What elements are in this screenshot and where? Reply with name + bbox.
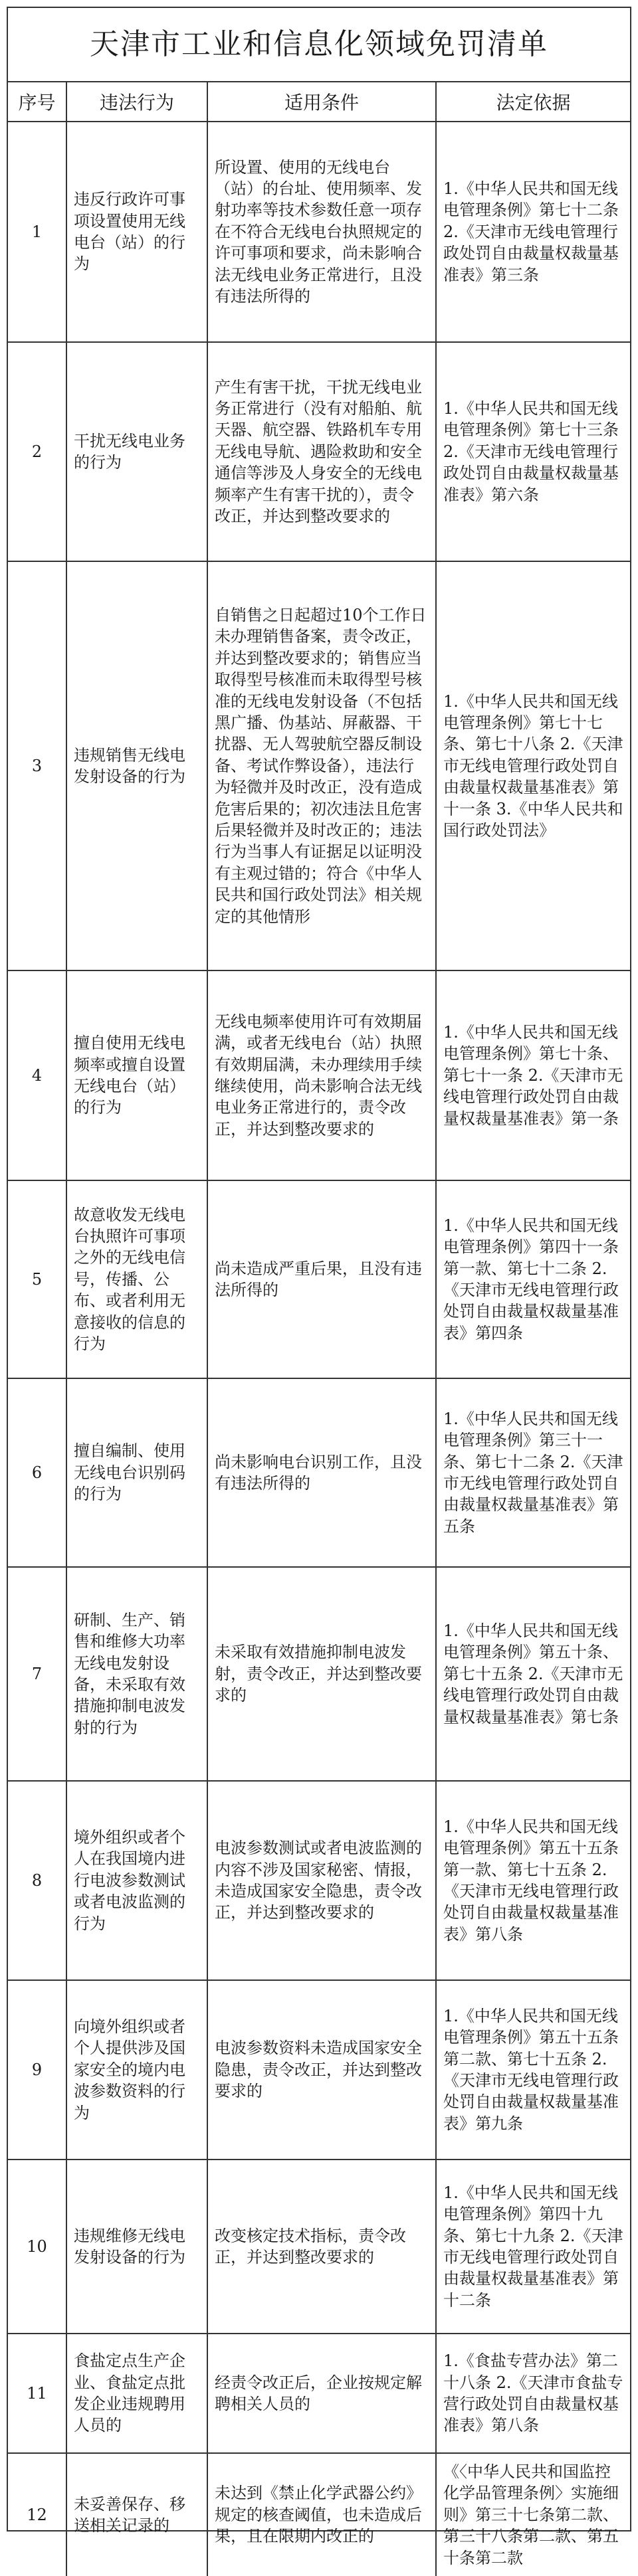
row-number: 10 <box>8 2160 66 2334</box>
table-row <box>8 2453 630 2576</box>
row-legal-basis: 1.《中华人民共和国无线电管理条例》第七十三条 2.《天津市无线电管理行政处罚自由裁量权裁量基准表》第六条 <box>436 342 630 561</box>
row-number: 6 <box>8 1378 66 1567</box>
row-violation: 擅自使用无线电频率或擅自设置无线电台（站）的行为 <box>66 970 207 1180</box>
row-legal-basis: 1.《中华人民共和国无线电管理条例》第三十一条、第七十二条 2.《天津市无线电管理行政处罚自由裁量权裁量基准表》第五条 <box>436 1378 630 1567</box>
row-violation: 食盐定点生产企业、食盐定点批发企业违规聘用人员的 <box>66 2334 207 2453</box>
row-number: 7 <box>8 1567 66 1781</box>
row-number: 12 <box>8 2453 66 2576</box>
table-header-row <box>8 82 630 122</box>
row-legal-basis: 1.《中华人民共和国无线电管理条例》第五十五条第二款、第七十五条 2.《天津市无线电管理行政处罚自由裁量权裁量基准表》第九条 <box>436 1980 630 2160</box>
row-legal-basis: 1.《中华人民共和国无线电管理条例》第七十二条 2.《天津市无线电管理行政处罚自由裁量权裁量基准表》第三条 <box>436 122 630 342</box>
table-row <box>8 1378 630 1567</box>
row-legal-basis: 《〈中华人民共和国监控化学品管理条例〉实施细则》第三十七条第二款、第三十八条第二款、第五十条第二款 <box>436 2453 630 2576</box>
row-number: 5 <box>8 1180 66 1378</box>
row-violation: 向境外组织或者个人提供涉及国家安全的境内电波参数资料的行为 <box>66 1980 207 2160</box>
header-no: 序号 <box>8 82 66 122</box>
table-row <box>8 1567 630 1781</box>
penalty-exemption-table <box>8 82 630 2576</box>
header-basis: 法定依据 <box>436 82 630 122</box>
row-violation: 境外组织或者个人在我国境内进行电波参数测试或者电波监测的行为 <box>66 1781 207 1980</box>
row-number: 1 <box>8 122 66 342</box>
row-violation: 违规维修无线电发射设备的行为 <box>66 2160 207 2334</box>
row-violation: 故意收发无线电台执照许可事项之外的无线电信号，传播、公布、或者利用无意接收的信息的行为 <box>66 1180 207 1378</box>
table-row <box>8 342 630 561</box>
row-condition: 尚未造成严重后果，且没有违法所得的 <box>207 1180 436 1378</box>
table-row <box>8 2160 630 2334</box>
row-legal-basis: 1.《中华人民共和国无线电管理条例》第四十一条第一款、第七十二条 2.《天津市无线电管理行政处罚自由裁量权裁量基准表》第四条 <box>436 1180 630 1378</box>
table-row <box>8 2334 630 2453</box>
row-legal-basis: 1.《中华人民共和国无线电管理条例》第四十九条、第七十九条 2.《天津市无线电管理行政处罚自由裁量权裁量基准表》第十二条 <box>436 2160 630 2334</box>
row-number: 11 <box>8 2334 66 2453</box>
header-act: 违法行为 <box>66 82 207 122</box>
table-row <box>8 1980 630 2160</box>
row-condition: 改变核定技术指标，责令改正，并达到整改要求的 <box>207 2160 436 2334</box>
row-condition: 尚未影响电台识别工作，且没有违法所得的 <box>207 1378 436 1567</box>
row-violation: 干扰无线电业务的行为 <box>66 342 207 561</box>
table-row <box>8 1180 630 1378</box>
row-legal-basis: 1.《中华人民共和国无线电管理条例》第五十条、第七十五条 2.《天津市无线电管理行政处罚自由裁量权裁量基准表》第七条 <box>436 1567 630 1781</box>
row-violation: 研制、生产、销售和维修大功率无线电发射设备，未采取有效措施抑制电波发射的行为 <box>66 1567 207 1781</box>
table-row <box>8 1781 630 1980</box>
row-condition: 所设置、使用的无线电台（站）的台址、使用频率、发射功率等技术参数任意一项存在不符合无线电台执照规定的许可事项和要求，尚未影响合法无线电业务正常进行，且没有违法所得的 <box>207 122 436 342</box>
row-number: 2 <box>8 342 66 561</box>
row-condition: 电波参数测试或者电波监测的内容不涉及国家秘密、情报，未造成国家安全隐患，责令改正，并达到整改要求的 <box>207 1781 436 1980</box>
row-legal-basis: 1.《中华人民共和国无线电管理条例》第七十七条、第七十八条 2.《天津市无线电管理行政处罚自由裁量权裁量基准表》第十一条 3.《中华人民共和国行政处罚法》 <box>436 561 630 970</box>
row-number: 8 <box>8 1781 66 1980</box>
row-number: 4 <box>8 970 66 1180</box>
row-condition: 无线电频率使用许可有效期届满，或者无线电台（站）执照有效期届满，未办理续用手续继续使用，尚未影响合法无线电业务正常进行的，责令改正，并达到整改要求的 <box>207 970 436 1180</box>
row-condition: 产生有害干扰，干扰无线电业务正常进行（没有对船舶、航天器、航空器、铁路机车专用无线电导航、遇险救助和安全通信等涉及人身安全的无线电频率产生有害干扰的），责令改正，并达到整改要求的 <box>207 342 436 561</box>
row-legal-basis: 1.《食盐专营办法》第二十八条 2.《天津市食盐专营行政处罚自由裁量权基准表》第八条 <box>436 2334 630 2453</box>
table-row <box>8 561 630 970</box>
row-number: 3 <box>8 561 66 970</box>
row-violation: 违反行政许可事项设置使用无线电台（站）的行为 <box>66 122 207 342</box>
page-title: 天津市工业和信息化领域免罚清单 <box>8 8 630 82</box>
row-legal-basis: 1.《中华人民共和国无线电管理条例》第五十五条第一款、第七十五条 2.《天津市无线电管理行政处罚自由裁量权裁量基准表》第八条 <box>436 1781 630 1980</box>
row-condition: 电波参数资料未造成国家安全隐患，责令改正，并达到整改要求的 <box>207 1980 436 2160</box>
header-cond: 适用条件 <box>207 82 436 122</box>
table-row <box>8 970 630 1180</box>
row-number: 9 <box>8 1980 66 2160</box>
table-row <box>8 122 630 342</box>
document-page <box>7 7 631 2567</box>
row-condition: 经责令改正后，企业按规定解聘相关人员的 <box>207 2334 436 2453</box>
row-violation: 未妥善保存、移送相关记录的 <box>66 2453 207 2576</box>
row-legal-basis: 1.《中华人民共和国无线电管理条例》第七十条、第七十一条 2.《天津市无线电管理行政处罚自由裁量权裁量基准表》第一条 <box>436 970 630 1180</box>
row-violation: 擅自编制、使用无线电台识别码的行为 <box>66 1378 207 1567</box>
row-violation: 违规销售无线电发射设备的行为 <box>66 561 207 970</box>
row-condition: 自销售之日起超过10个工作日未办理销售备案，责令改正，并达到整改要求的；销售应当取得型号核准而未取得型号核准的无线电发射设备（不包括黑广播、伪基站、屏蔽器、干扰器、无人驾驶航空器反制设备、考试作弊设备），违法行为轻微并及时改正，没有造成危害后果的；初次违法且危害后果轻微并及时改正的；违法行为当事人有证据足以证明没有主观过错的；符合《中华人民共和国行政处罚法》相关规定的其他情形 <box>207 561 436 970</box>
row-condition: 未达到《禁止化学武器公约》规定的核查阈值，也未造成后果，且在限期内改正的 <box>207 2453 436 2576</box>
row-condition: 未采取有效措施抑制电波发射，责令改正，并达到整改要求的 <box>207 1567 436 1781</box>
